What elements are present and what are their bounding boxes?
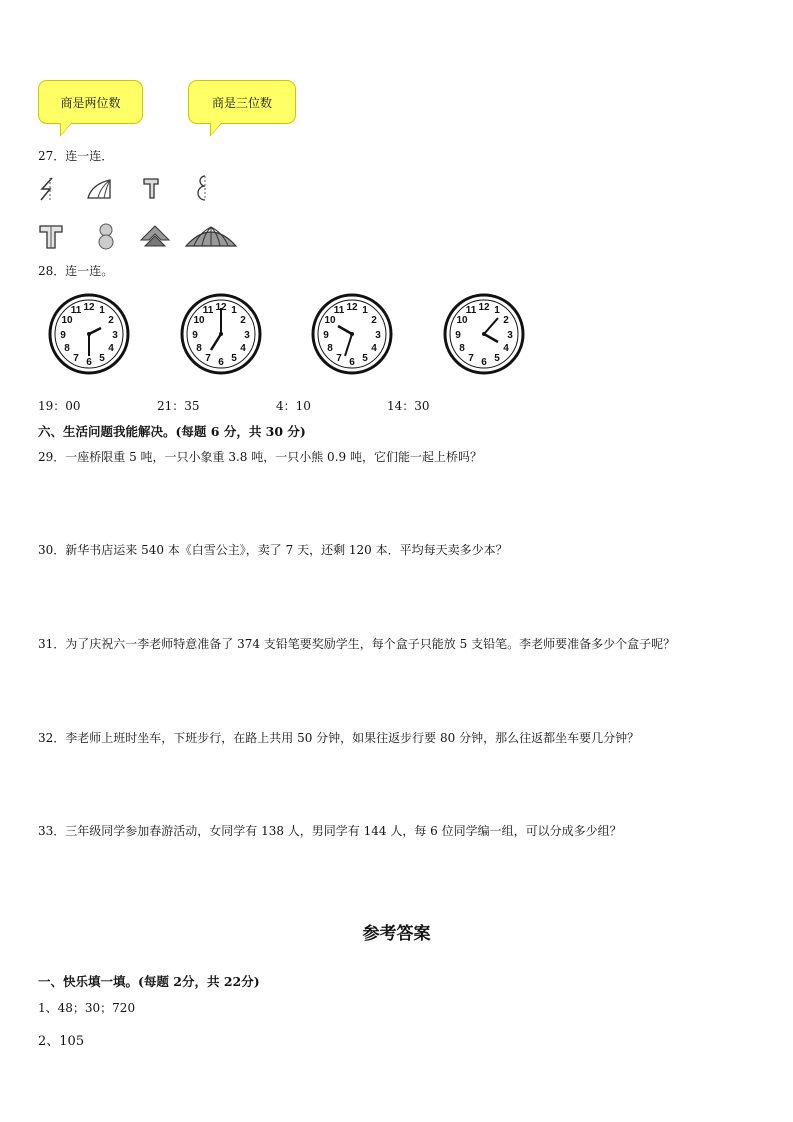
svg-text:7: 7 [336, 353, 342, 364]
svg-text:12: 12 [478, 302, 490, 313]
svg-text:10: 10 [61, 315, 73, 326]
clock-icon [442, 292, 526, 376]
clock-icon [179, 292, 263, 376]
clock-icon [47, 292, 131, 376]
svg-text:9: 9 [323, 330, 329, 341]
half-lightning-icon [38, 176, 60, 202]
svg-text:3: 3 [375, 330, 381, 341]
svg-text:5: 5 [231, 353, 237, 364]
question-32: 32．李老师上班时坐车，下班步行，在路上共用 50 分钟，如果往返步行要 80 分钟，那么往返都坐车要几分钟？ [38, 731, 640, 745]
svg-text:11: 11 [70, 305, 82, 316]
question-30: 30．新华书店运来 540 本《白雪公主》，卖了 7 天，还剩 120 本．平均每天卖多少本？ [38, 543, 508, 557]
svg-text:6: 6 [86, 357, 92, 368]
question-27: 27．连一连． [38, 149, 114, 163]
svg-text:8: 8 [327, 343, 333, 354]
section-heading: 六、生活问题我能解决。(每题 6 分，共 30 分) [38, 424, 306, 439]
svg-text:1: 1 [362, 305, 368, 316]
svg-text:8: 8 [64, 343, 70, 354]
svg-text:1: 1 [99, 305, 105, 316]
svg-text:6: 6 [349, 357, 355, 368]
question-29: 29．一座桥限重 5 吨，一只小象重 3.8 吨，一只小熊 0.9 吨，它们能一起上桥吗？ [38, 450, 482, 464]
svg-text:10: 10 [193, 315, 205, 326]
answers-title: 参考答案 [362, 924, 431, 944]
svg-text:7: 7 [73, 353, 79, 364]
svg-text:4: 4 [371, 343, 377, 354]
section-heading: 一、快乐填一填。(每题 2分，共 22分) [38, 974, 260, 989]
time-label: 21：35 [157, 399, 200, 413]
clock-icon [310, 292, 394, 376]
question-33: 33．三年级同学参加春游活动，女同学有 138 人，男同学有 144 人，每 6 位同学编一组，可以分成多少组？ [38, 824, 622, 838]
time-label: 19：00 [38, 399, 81, 413]
svg-text:7: 7 [205, 353, 211, 364]
answer-item: 1、48；30；720 [38, 1001, 136, 1015]
svg-text:6: 6 [481, 357, 487, 368]
svg-text:11: 11 [465, 305, 477, 316]
answer-item: 2、105 [38, 1034, 85, 1049]
callout-label: 商是两位数 [60, 95, 121, 110]
svg-text:3: 3 [244, 330, 250, 341]
tower-icon [38, 222, 64, 250]
arrow-house-icon [139, 224, 171, 248]
svg-text:5: 5 [99, 353, 105, 364]
time-label: 4：10 [276, 399, 311, 413]
svg-text:2: 2 [503, 315, 509, 326]
svg-text:2: 2 [108, 315, 114, 326]
svg-text:8: 8 [459, 343, 465, 354]
time-label: 14：30 [387, 399, 430, 413]
svg-text:4: 4 [503, 343, 509, 354]
half-tower-icon [141, 176, 161, 200]
svg-text:12: 12 [346, 302, 358, 313]
half-umbrella-icon [86, 176, 112, 200]
svg-text:3: 3 [112, 330, 118, 341]
callout-two-digit-quotient [38, 80, 143, 124]
svg-text:11: 11 [202, 305, 214, 316]
svg-text:2: 2 [371, 315, 377, 326]
question-28: 28．连一连。 [38, 264, 114, 278]
svg-text:8: 8 [196, 343, 202, 354]
svg-text:5: 5 [494, 353, 500, 364]
half-snowman-icon [195, 174, 211, 202]
svg-text:10: 10 [456, 315, 468, 326]
callout-three-digit-quotient [188, 80, 296, 124]
svg-text:4: 4 [240, 343, 246, 354]
snowman-icon [96, 222, 116, 250]
svg-text:6: 6 [218, 357, 224, 368]
svg-text:4: 4 [108, 343, 114, 354]
umbrella-icon [184, 224, 238, 248]
svg-text:12: 12 [215, 302, 227, 313]
svg-text:7: 7 [468, 353, 474, 364]
svg-text:1: 1 [231, 305, 237, 316]
svg-text:12: 12 [83, 302, 95, 313]
svg-text:9: 9 [60, 330, 66, 341]
callout-label: 商是三位数 [211, 95, 272, 110]
svg-text:9: 9 [455, 330, 461, 341]
svg-text:9: 9 [192, 330, 198, 341]
svg-text:11: 11 [333, 305, 345, 316]
svg-text:1: 1 [494, 305, 500, 316]
svg-text:3: 3 [507, 330, 513, 341]
svg-text:5: 5 [362, 353, 368, 364]
svg-text:2: 2 [240, 315, 246, 326]
svg-text:10: 10 [324, 315, 336, 326]
question-31: 31．为了庆祝六一李老师特意准备了 374 支铅笔要奖励学生，每个盒子只能放 5 支铅笔。李老师要准备多少个盒子呢？ [38, 637, 676, 651]
